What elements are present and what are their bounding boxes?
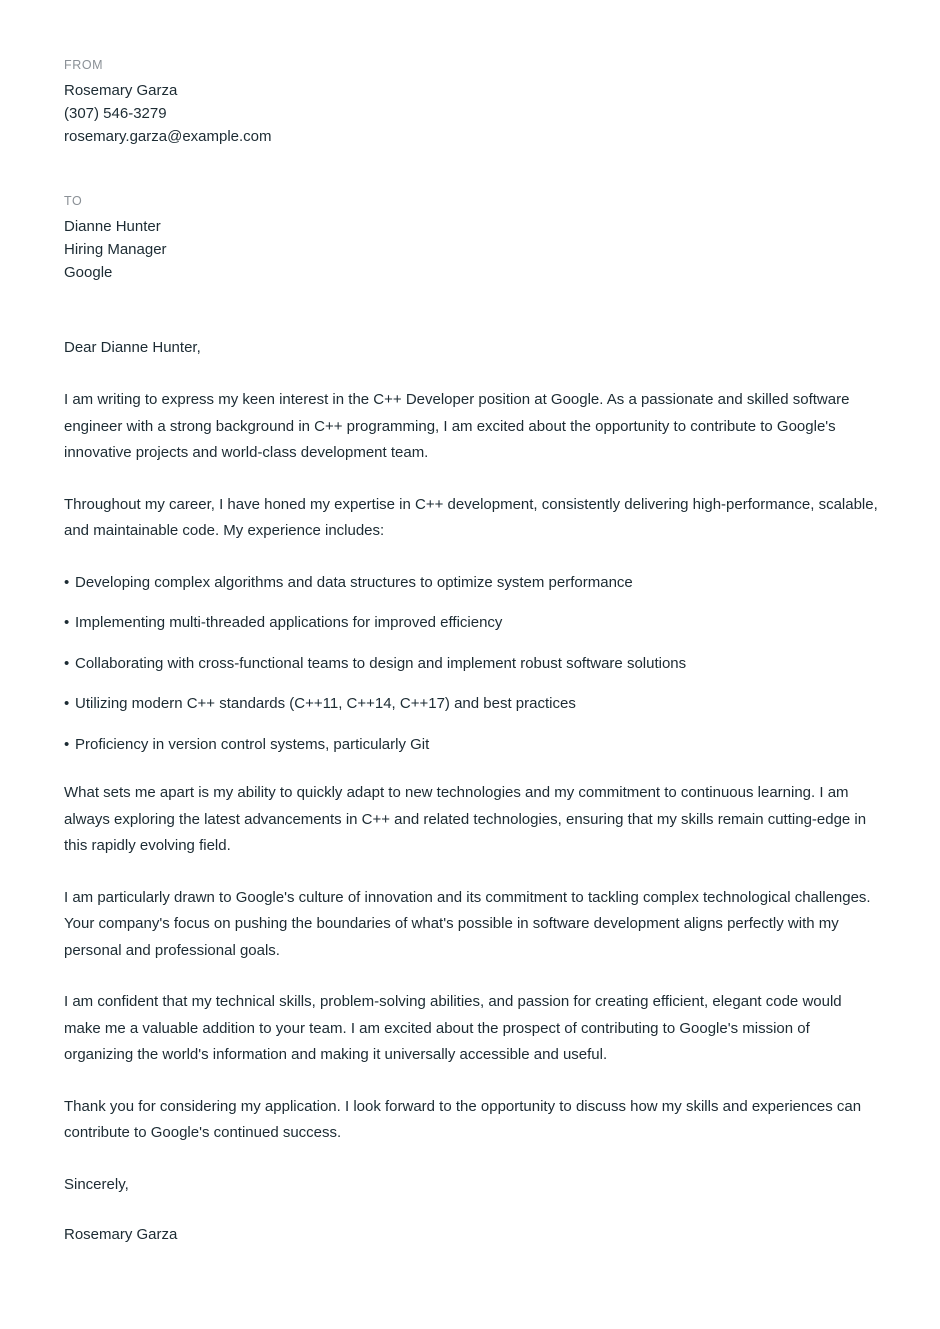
sender-name: Rosemary Garza (64, 82, 178, 99)
list-item: • Proficiency in version control systems, particularly Git (64, 732, 880, 759)
closing-line: Sincerely, (64, 1175, 129, 1193)
salutation: Dear Dianne Hunter, (64, 339, 201, 356)
list-item: • Utilizing modern C++ standards (C++11, C++14, C++17) and best practices (64, 691, 880, 718)
body-paragraph: I am writing to express my keen interest in the C++ Developer position at Google. As a passionate and skilled software engineer with a strong background in C++ programming, I am excited about the opportunity to contribute to Google's innovative projects and world-class development team. (64, 391, 850, 461)
list-item: • Implementing multi-threaded applications for improved efficiency (64, 610, 880, 637)
body-paragraph: Throughout my career, I have honed my expertise in C++ development, consistently delivering high-performance, scalable, and maintainable code. My experience includes: (64, 495, 878, 539)
body-paragraph: What sets me apart is my ability to quickly adapt to new technologies and my commitment to continuous learning. I am always exploring the latest advancements in C++ and related technologies, ensuring that my skills remain cutting-edge in this rapidly evolving field. (64, 784, 867, 854)
experience-list (64, 570, 880, 759)
list-item: • Collaborating with cross-functional teams to design and implement robust software solutions (64, 651, 880, 678)
sender-email: rosemary.garza@example.com (64, 128, 272, 145)
sender-block (64, 58, 880, 148)
from-label: FROM (64, 58, 104, 72)
body-paragraph: I am confident that my technical skills, problem-solving abilities, and passion for creating efficient, elegant code would make me a valuable addition to your team. I am excited about the prospect of contributing to Google's mission of organizing the world's information and making it universally accessible and useful. (64, 993, 842, 1063)
to-label: TO (64, 194, 83, 208)
recipient-block (64, 194, 880, 284)
list-item: • Developing complex algorithms and data structures to optimize system performance (64, 570, 880, 597)
body-paragraph: I am particularly drawn to Google's culture of innovation and its commitment to tackling complex technological challenges. Your company's focus on pushing the boundaries of what's possible in software development aligns perfectly with my personal and professional goals. (64, 888, 871, 959)
recipient-company: Google (64, 264, 113, 281)
signature-name: Rosemary Garza (64, 1226, 178, 1243)
recipient-name: Dianne Hunter (64, 218, 161, 235)
recipient-title: Hiring Manager (64, 241, 167, 258)
body-paragraph: Thank you for considering my application. I look forward to the opportunity to discuss how my skills and experiences can contribute to Google's continued success. (64, 1097, 862, 1141)
sender-phone: (307) 546-3279 (64, 105, 167, 122)
